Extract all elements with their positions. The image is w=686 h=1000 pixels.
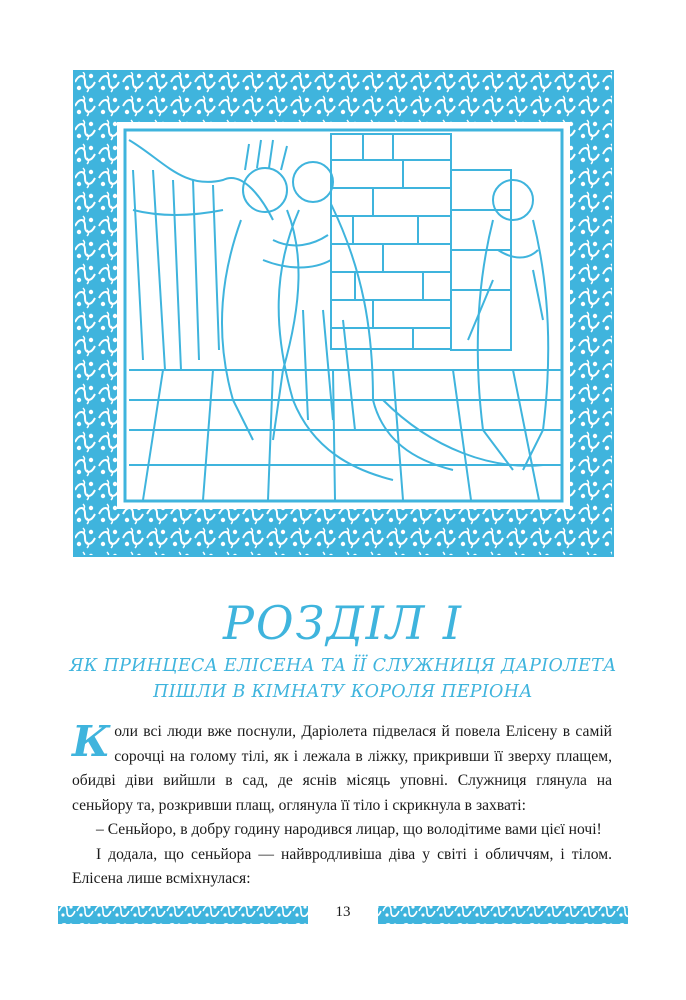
paragraph-1-text: оли всі люди вже поснули, Даріолета підвелася й повела Елісену в самій сорочці на голому тілі, як і лежала в ліжку, прикривши її зверху плащем, обидві діви вийшли в сад, де яснів місяць уповні. Служниця глянула на сеньйору та, розкривши плащ, оглянула її тіло і скрикнула в захваті: (72, 723, 612, 814)
woodcut-illustration (73, 70, 614, 557)
chapter-title: РОЗДІЛ І (222, 595, 464, 650)
paragraph-2: – Сеньйоро, в добру годину народився лицар, що володітиме вами цієї ночі! (96, 821, 602, 838)
page-number: 13 (335, 904, 351, 920)
drop-cap: К (72, 717, 111, 766)
body-text (72, 717, 612, 892)
paragraph-3: І додала, що сеньйора — найвродливіша діва у світі і обличчям, і тілом. Елісена лише всміхнулася: (72, 845, 612, 887)
chapter-subtitle-line2: ПІШЛИ В КІМНАТУ КОРОЛЯ ПЕРІОНА (153, 682, 533, 702)
chapter-subtitle-line1: ЯК ПРИНЦЕСА ЕЛІСЕНА ТА ЇЇ СЛУЖНИЦЯ ДАРІОЛЕТА (69, 656, 617, 676)
paragraph-1 (72, 717, 612, 818)
illustration-frame (73, 70, 614, 557)
